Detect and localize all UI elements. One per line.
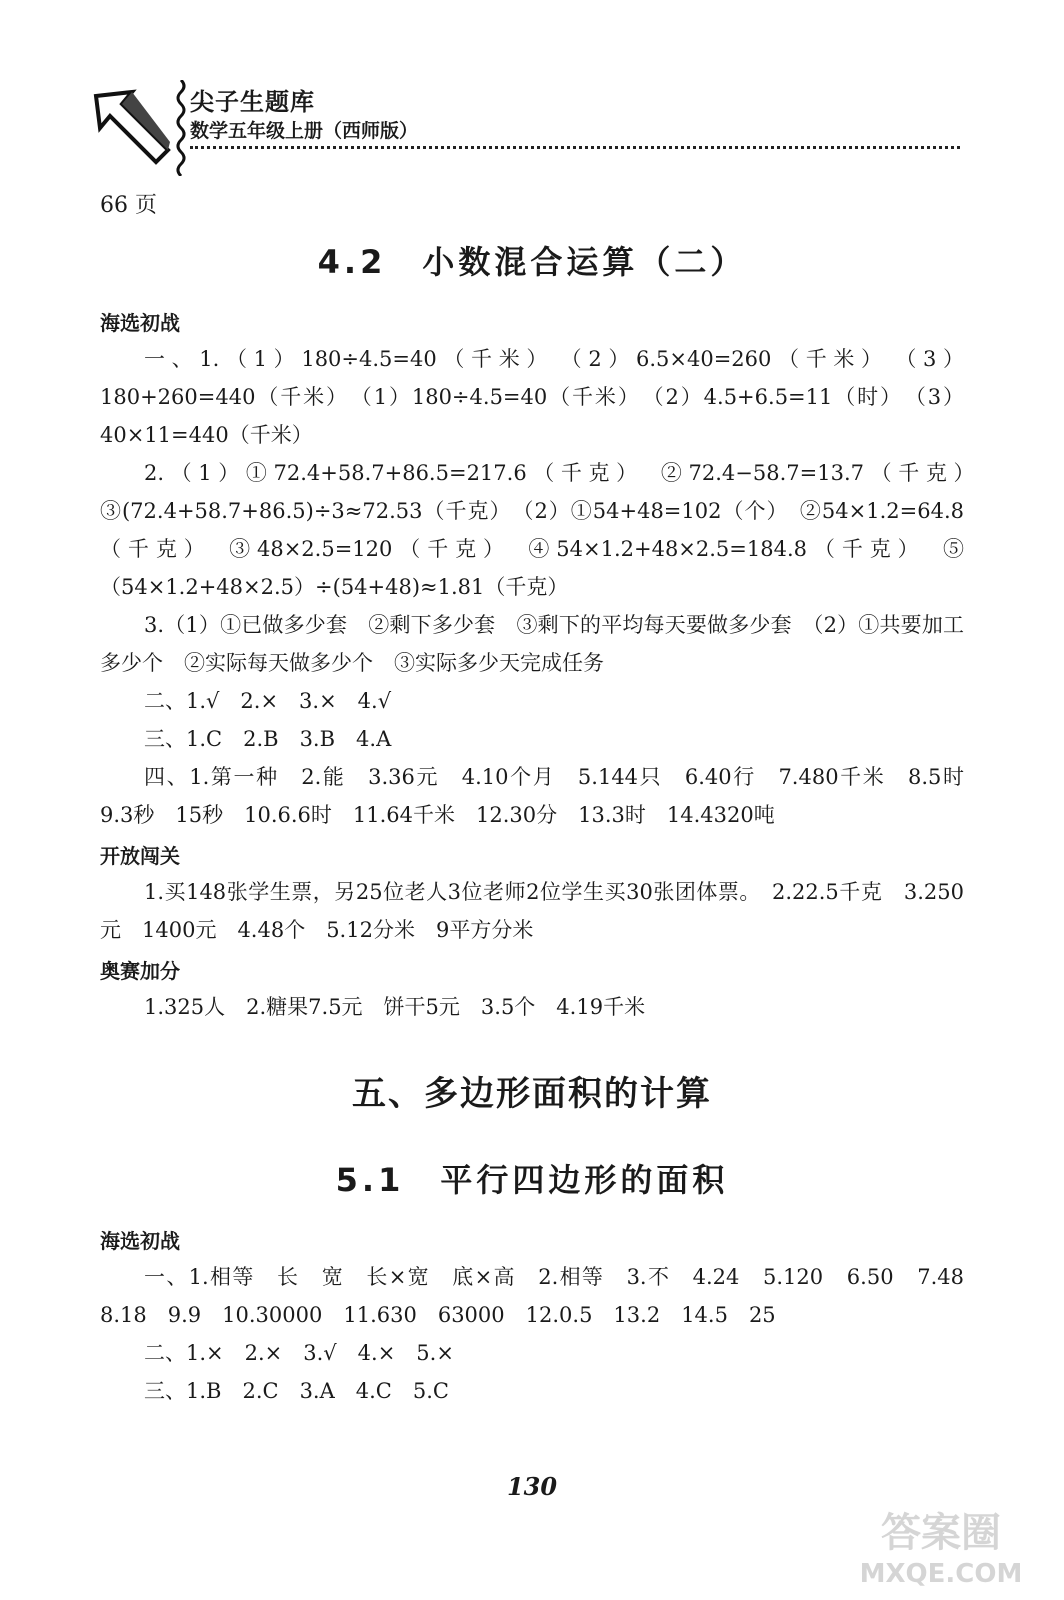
page-number: 130 [506,1472,558,1501]
book-title: 尖子生题库 [190,88,315,116]
answer-paragraph: 二、1.√ 2.× 3.× 4.√ [144,689,392,713]
subsection-label: 海选初战 [100,1229,180,1253]
answer-paragraph: 一、1.相等 长 宽 长×宽 底×高 2.相等 3.不 4.24 5.120 6.50 7.48 8.18 9.9 10.30000 11.630 63000 12.0.5 13.2 14.5 25 [100,1265,985,1327]
subsection-label: 奥赛加分 [100,959,180,983]
subsection-label: 海选初战 [100,311,180,335]
wavy-divider-icon [174,80,188,176]
answer-paragraph: 一、1.（1）180÷4.5=40（千米） （2）6.5×40=260（千米） （3）180+260=440（千米） （1）180÷4.5=40（千米） （2）4.5+6.5=11（时） （3）40×11=440（千米） [100,347,964,447]
answer-paragraph: 1.买148张学生票，另25位老人3位老师2位学生买30张团体票。 2.22.5千克 3.250元 1400元 4.48个 5.12分米 9平方分米 [100,880,964,942]
subsection-label: 开放闯关 [100,844,180,868]
section-heading-5-1: 5.1 平行四边形的面积 [335,1161,729,1199]
page-header [92,78,972,178]
answer-paragraph: 二、1.× 2.× 3.√ 4.× 5.× [144,1341,454,1365]
answer-paragraph: 2.（1）①72.4+58.7+86.5=217.6（千克） ②72.4−58.7=13.7（千克） ③(72.4+58.7+86.5)÷3≈72.53（千克） （2）①54+48=102（个） ②54×1.2=64.8（千克） ③48×2.5=120（千克） ④54×1.2+48×2.5=184.8（千克） ⑤（54×1.2+48×2.5）÷(54+48)≈1.81（千克） [100,461,985,599]
answer-paragraph: 三、1.B 2.C 3.A 4.C 5.C [144,1379,449,1403]
page-reference: 66 页 [100,193,157,218]
answer-paragraph: 3.（1）①已做多少套 ②剩下多少套 ③剩下的平均每天要做多少套 （2）①共要加工多少个 ②实际每天做多少个 ③实际多少天完成任务 [100,613,964,675]
chapter-heading-5: 五、多边形面积的计算 [352,1074,712,1114]
arrow-logo-icon [92,88,172,168]
answer-paragraph: 三、1.C 2.B 3.B 4.A [144,727,392,751]
header-dotted-rule [190,146,960,149]
watermark-bottom-text: MXQE.COM [859,1559,1023,1589]
book-subtitle: 数学五年级上册（西师版） [190,120,419,142]
watermark-top-text: 答案圈 [881,1510,1001,1556]
answer-content [100,188,985,1410]
answer-paragraph: 四、1.第一种 2.能 3.36元 4.10个月 5.144只 6.40行 7.480千米 8.5时 9.3秒 15秒 10.6.6时 11.64千米 12.30分 13.3时 14.4320吨 [100,765,985,827]
section-heading-4-2: 4.2 小数混合运算（二） [317,243,747,281]
answer-paragraph: 1.325人 2.糖果7.5元 饼干5元 3.5个 4.19千米 [144,995,646,1019]
watermark-logo [836,1500,1046,1590]
